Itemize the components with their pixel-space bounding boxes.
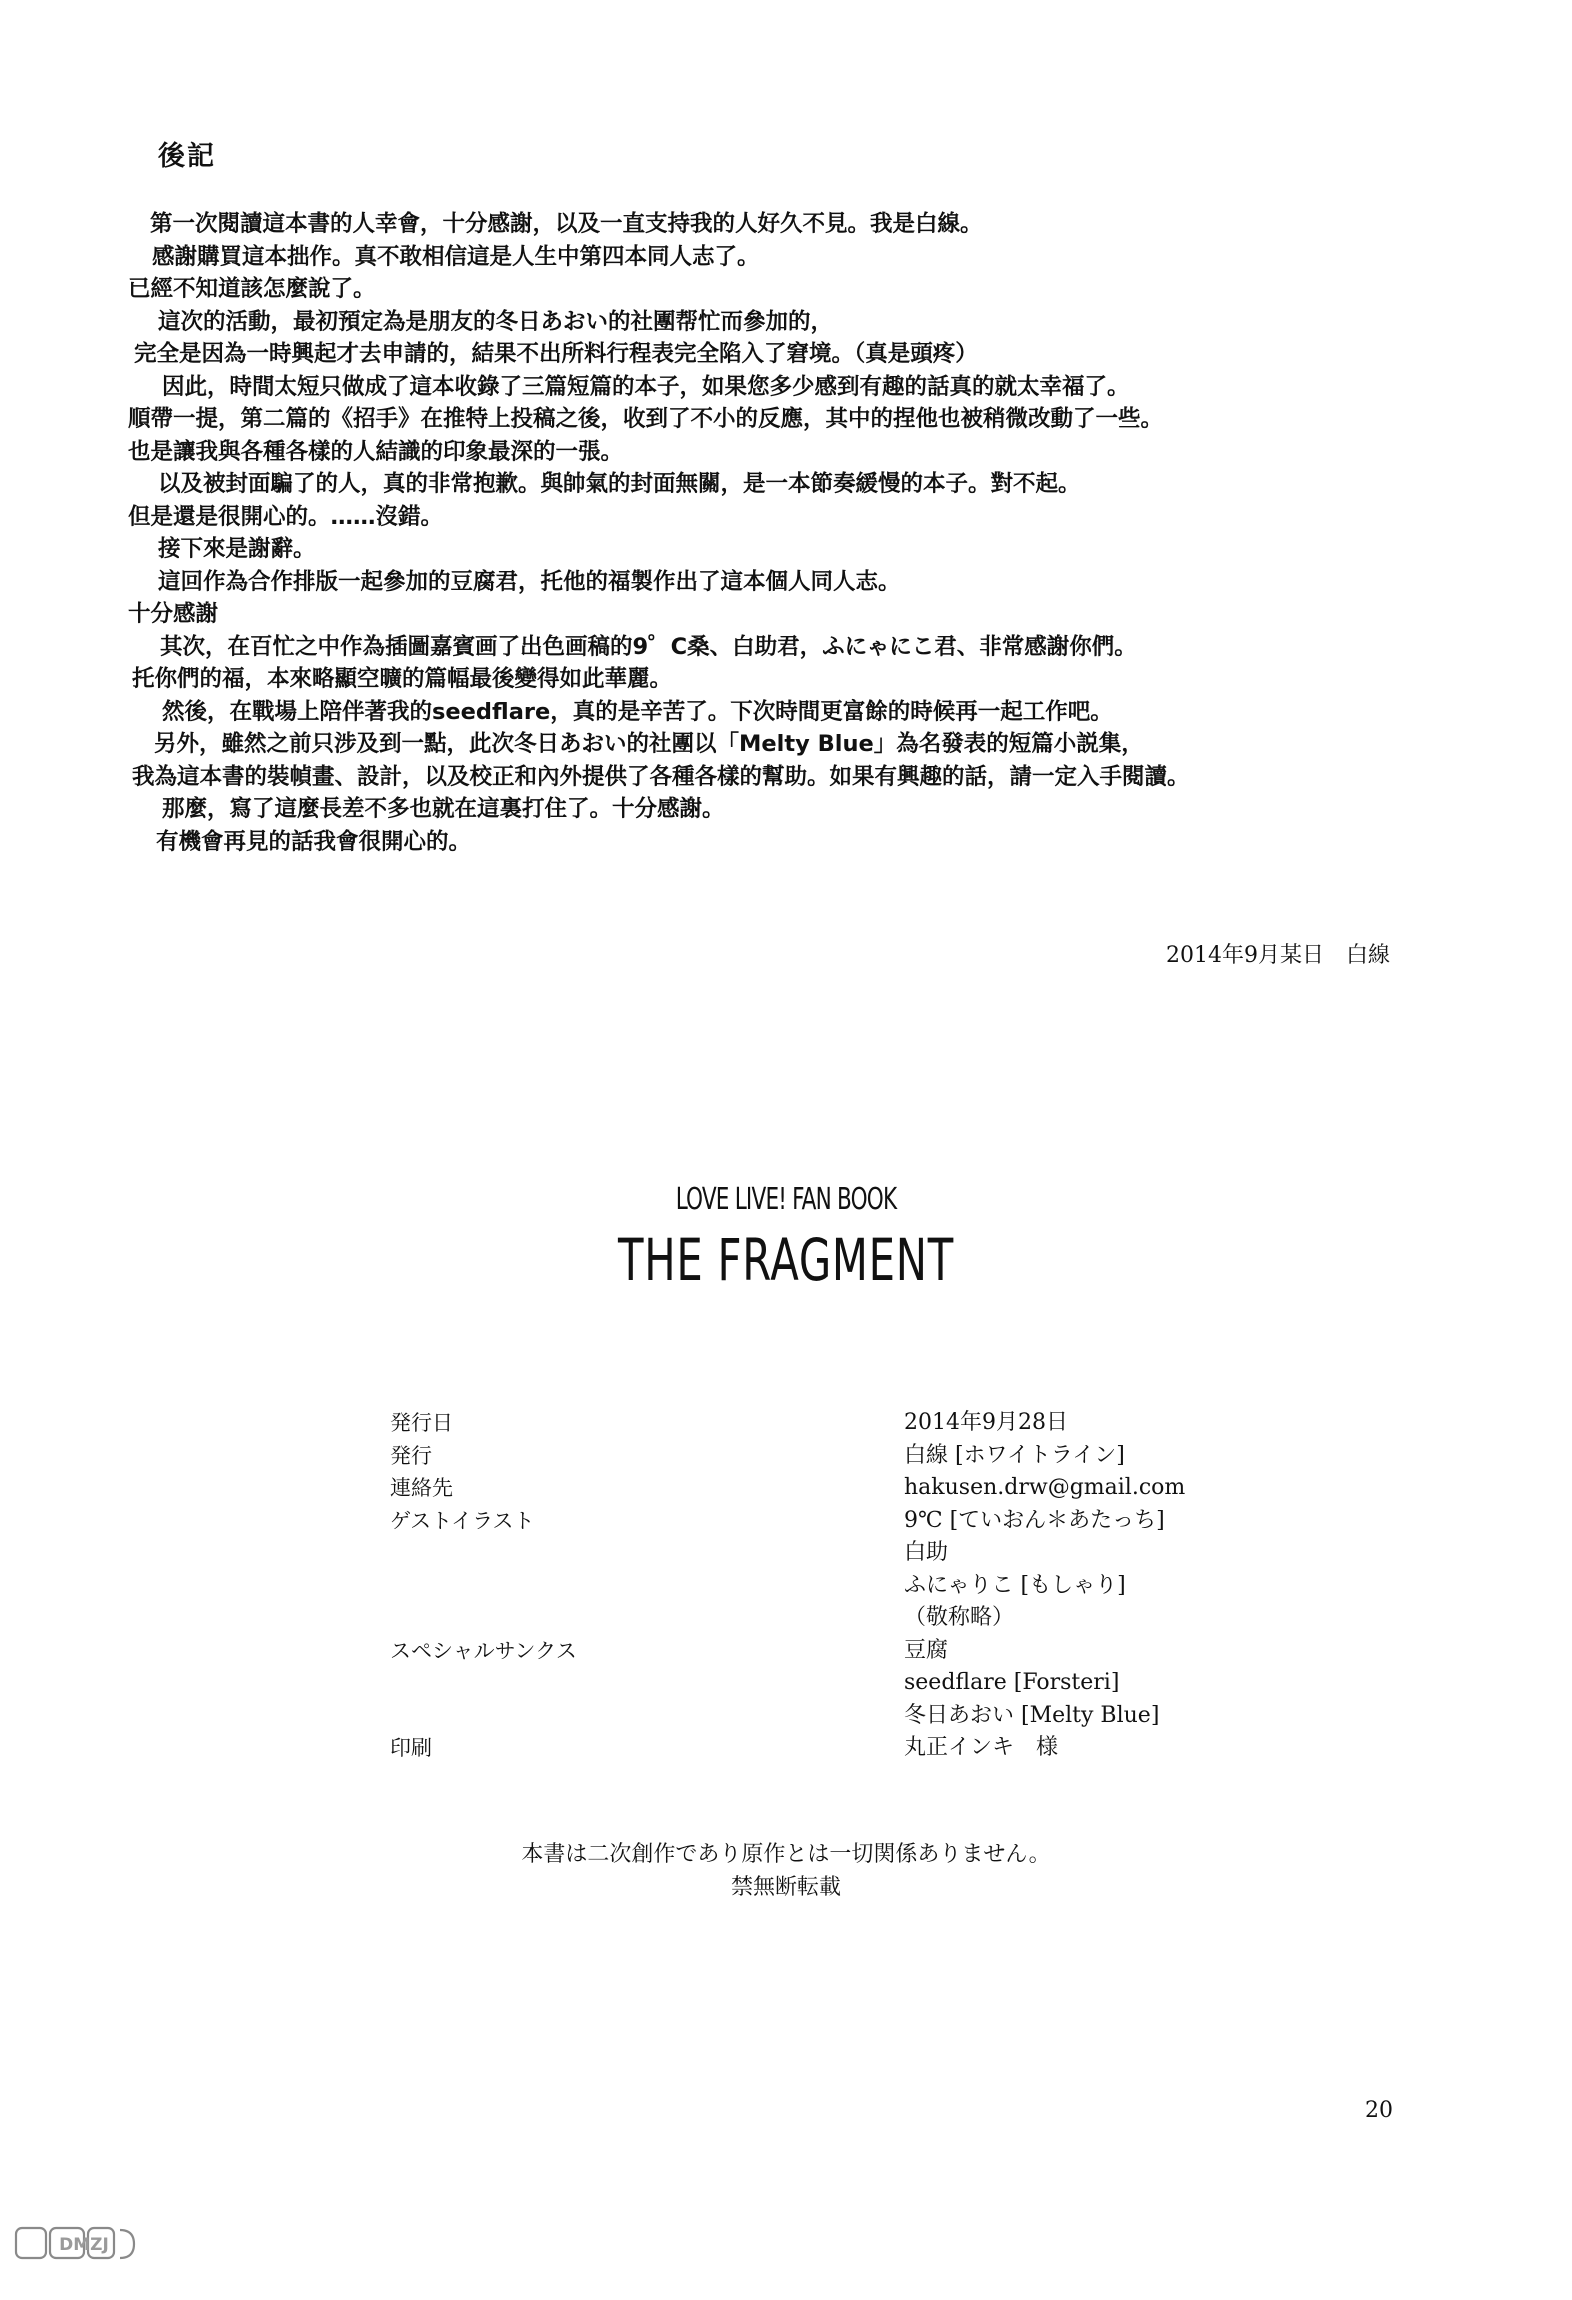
colophon-row	[390, 1635, 1290, 1668]
colophon-row	[390, 1440, 1290, 1473]
book-series: LOVE LIVE! FAN BOOK	[675, 1182, 897, 1217]
afterword-line: 另外，雖然之前只涉及到一點，此次冬日あおい的社團以「Melty Blue」為名發表的短篇小説集，	[154, 731, 1144, 757]
afterword-line: 順帶一提，第二篇的《招手》在推特上投稿之後，收到了不小的反應，其中的捏他也被稍微改動了一些。	[128, 406, 1164, 432]
afterword-line: 已經不知道該怎麼說了。	[128, 276, 376, 302]
colophon	[390, 1407, 1290, 1765]
colophon-value: 9℃ [ていおん＊あたっち]	[904, 1507, 1165, 1533]
afterword-line: 完全是因為一時興起才去申請的，結果不出所料行程表完全陷入了窘境。（真是頭疼）	[134, 341, 978, 367]
afterword-line: 這回作為合作排版一起參加的豆腐君，托他的福製作出了這本個人同人志。	[158, 568, 901, 595]
page-number: 20	[1365, 2098, 1393, 2123]
afterword-line: 其次，在百忙之中作為插圖嘉賓画了出色画稿的9゜C桑、白助君，ふにゃにこ君、非常感謝你們。	[160, 633, 1137, 660]
afterword-heading: 後記	[158, 141, 216, 172]
afterword-signature: 2014年9月某日 白線	[1166, 943, 1390, 968]
colophon-row	[390, 1570, 1290, 1603]
afterword-line: 接下來是謝辭。	[158, 536, 316, 562]
afterword-line: 那麼，寫了這麼長差不多也就在這裏打住了。十分感謝。	[162, 796, 725, 822]
colophon-value: （敬称略）	[904, 1605, 1015, 1630]
colophon-label: 連絡先	[390, 1476, 453, 1500]
colophon-value: ふにゃりこ [もしゃり]	[904, 1572, 1126, 1598]
colophon-value: 丸正インキ 様	[904, 1735, 1059, 1760]
afterword-line: 但是還是很開心的。……沒錯。	[128, 503, 444, 530]
colophon-row	[390, 1700, 1290, 1733]
afterword-line: 感謝購買這本拙作。真不敢相信這是人生中第四本同人志了。	[152, 243, 760, 270]
afterword-line: 因此，時間太短只做成了這本收錄了三篇短篇的本子，如果您多少感到有趣的話真的就太幸福了。	[162, 373, 1130, 400]
watermark-logo	[14, 2220, 154, 2266]
book-title: THE FRAGMENT	[618, 1226, 954, 1294]
colophon-label: 発行	[390, 1443, 432, 1468]
colophon-row	[390, 1667, 1290, 1700]
colophon-value: hakusen.drw@gmail.com	[904, 1475, 1186, 1500]
colophon-row	[390, 1407, 1290, 1440]
afterword-line: 我為這本書的裝幀畫、設計，以及校正和內外提供了各種各樣的幫助。如果有興趣的話，請一定入手閱讀。	[132, 763, 1190, 790]
disclaimer	[0, 1838, 1572, 1904]
afterword-line: 第一次閱讀這本書的人幸會，十分感謝，以及一直支持我的人好久不見。我是白線。	[150, 211, 983, 237]
colophon-value: 冬日あおい [Melty Blue]	[904, 1702, 1160, 1728]
colophon-row	[390, 1472, 1290, 1505]
colophon-row	[390, 1505, 1290, 1538]
colophon-row	[390, 1537, 1290, 1570]
afterword-line: 也是讓我與各種各樣的人結識的印象最深的一張。	[128, 438, 624, 465]
afterword-body	[128, 208, 1448, 858]
colophon-value: seedflare [Forsteri]	[904, 1670, 1120, 1695]
colophon-value: 2014年9月28日	[904, 1410, 1068, 1435]
colophon-label: ゲストイラスト	[390, 1508, 535, 1533]
afterword-line: 托你們的福，本來略顯空曠的篇幅最後變得如此華麗。	[132, 666, 673, 692]
colophon-value: 豆腐	[904, 1637, 949, 1663]
colophon-label: 印刷	[390, 1736, 432, 1760]
afterword-line: 以及被封面騙了的人，真的非常抱歉。與帥氣的封面無關，是一本節奏緩慢的本子。對不起。	[158, 471, 1081, 497]
disclaimer-line: 本書は二次創作であり原作とは一切関係ありません。	[521, 1842, 1051, 1867]
colophon-row	[390, 1602, 1290, 1635]
watermark-text: DMZJ	[59, 2235, 109, 2255]
afterword-line: 十分感謝	[128, 601, 219, 627]
colophon-label: 発行日	[390, 1411, 453, 1435]
colophon-value: 白助	[904, 1540, 949, 1565]
afterword-line: 然後，在戰場上陪伴著我的seedflare，真的是辛苦了。下次時間更富餘的時候再一起工作吧。	[162, 698, 1113, 725]
colophon-row	[390, 1732, 1290, 1765]
afterword-line: 有機會再見的話我會很開心的。	[156, 828, 472, 855]
no-reprint-notice: 禁無断転載	[730, 1875, 841, 1900]
afterword-line: 這次的活動，最初預定為是朋友的冬日あおい的社團帮忙而參加的，	[158, 308, 834, 335]
colophon-label: スペシャルサンクス	[390, 1638, 577, 1663]
colophon-value: 白線 [ホワイトライン]	[904, 1442, 1125, 1468]
